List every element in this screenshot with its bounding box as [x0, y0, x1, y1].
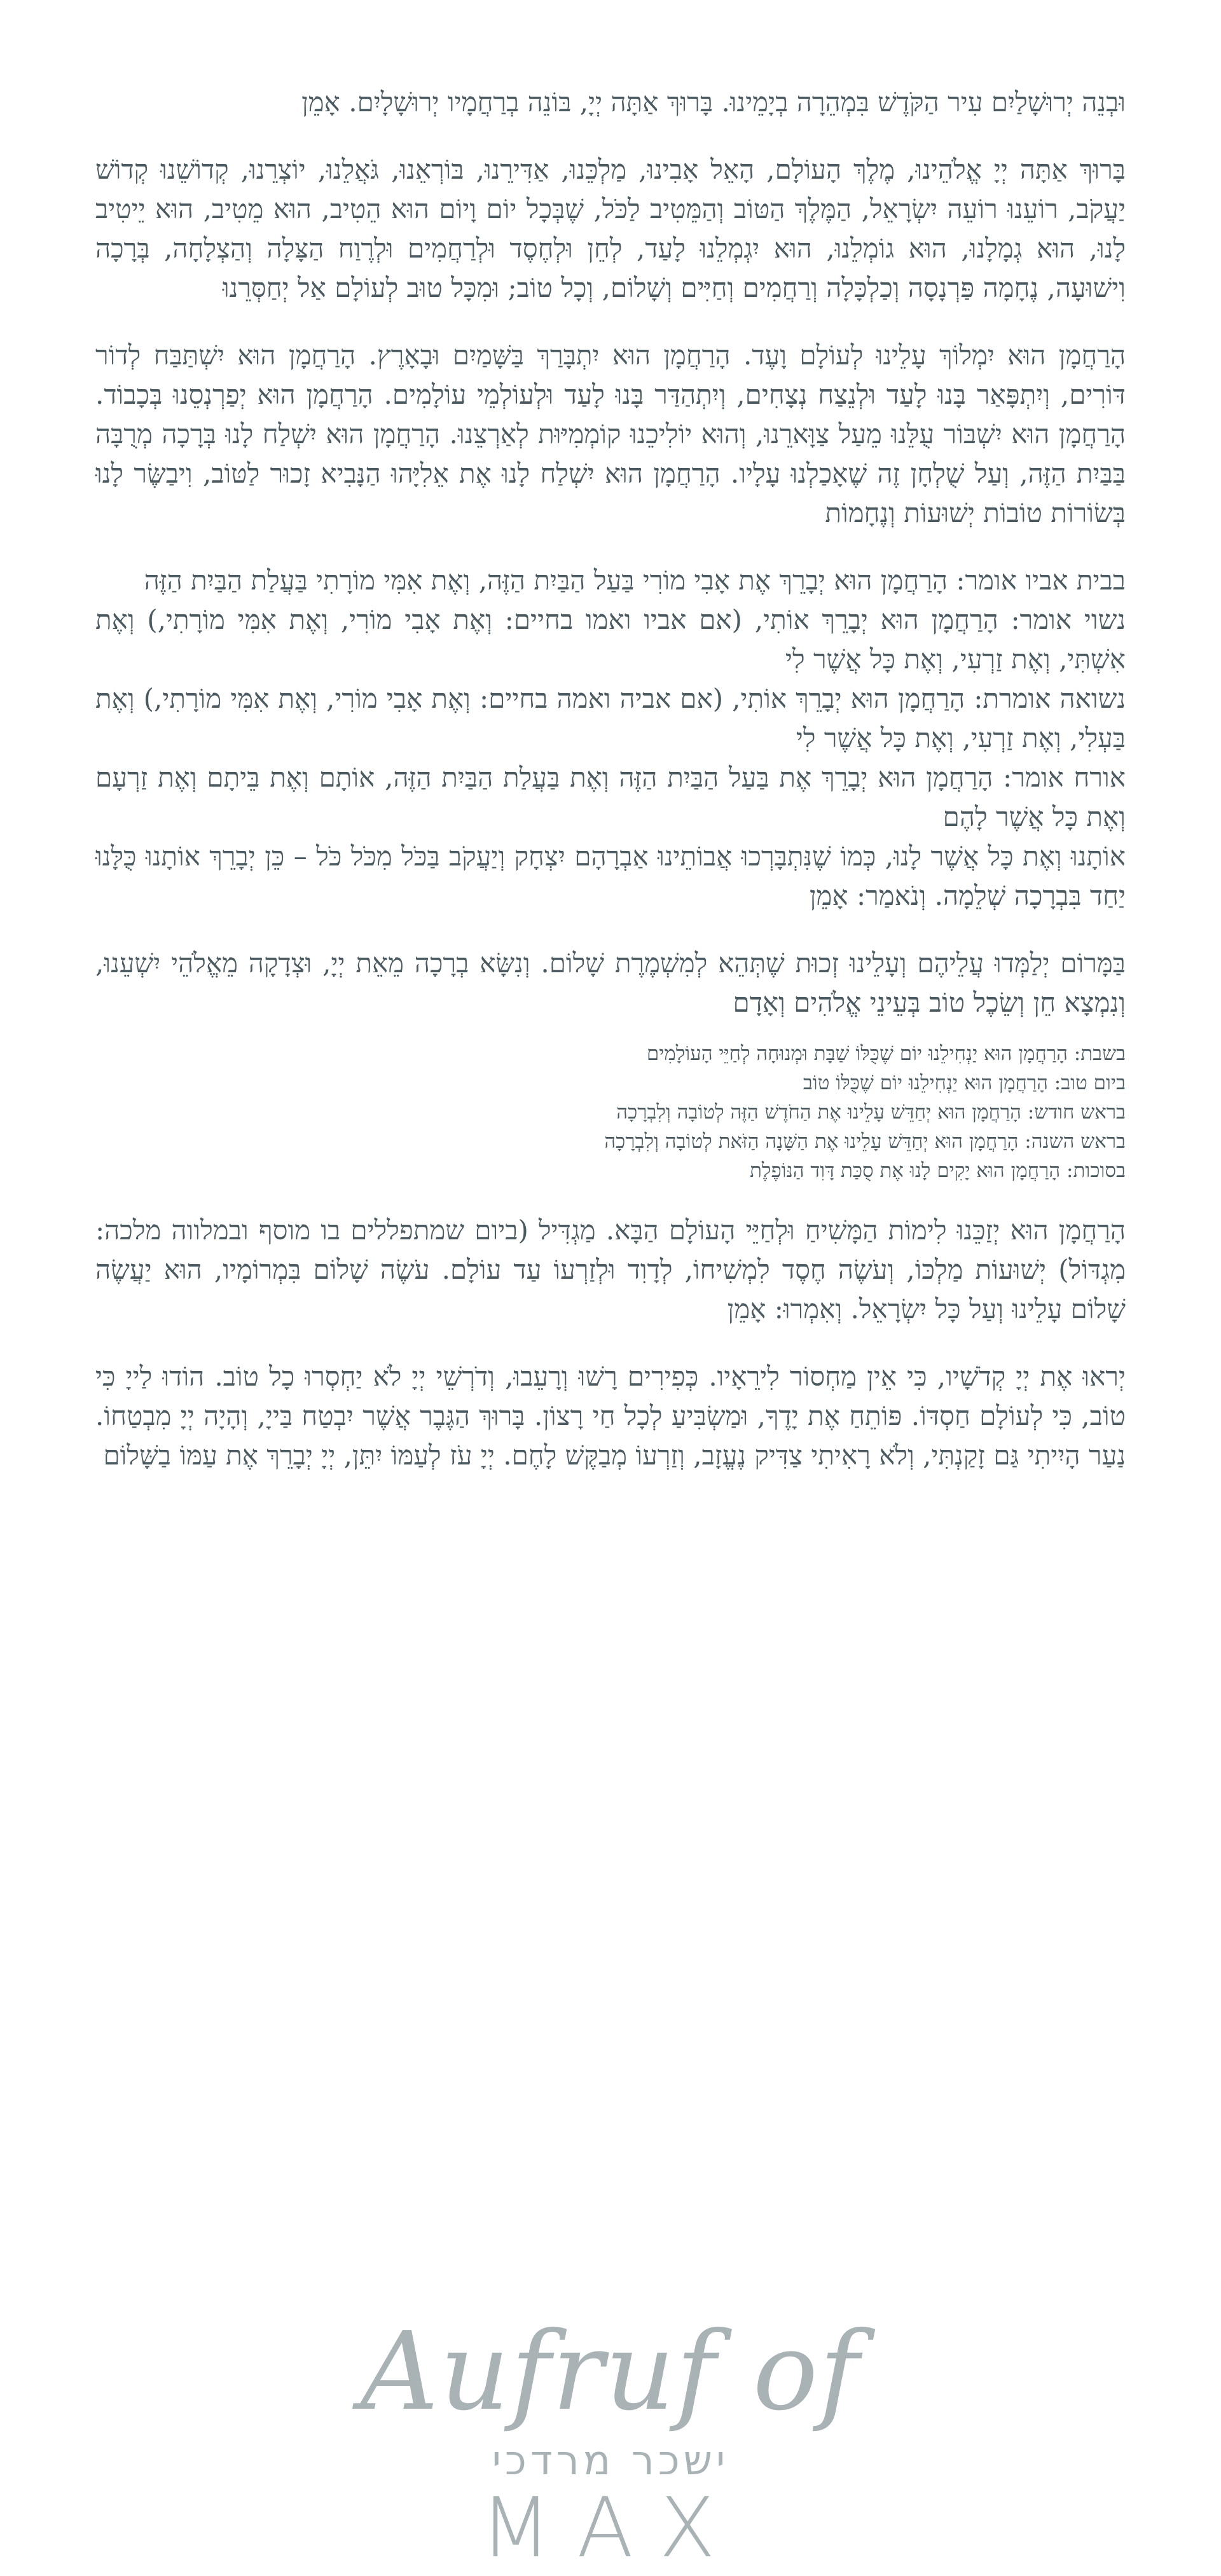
occasion-rosh-chodesh: בראש חודש: הָרַחֲמָן הוּא יְחַדֵּשׁ עָלֵינוּ אֶת הַחֹדֶשׁ הַזֶּה לְטוֹבָה וְלִבְרָכָה — [616, 1101, 1126, 1124]
blessing-father-home: בבית אביו אומר: הָרַחֲמָן הוּא יְבָרֵךְ אֶת אָבִי מוֹרִי בַּעַל הַבַּיִת הַזֶּה, וְאֶת אִמִּי מוֹרָתִי בַּעֲלַת הַבַּיִת הַזֶּה — [144, 565, 1126, 596]
yiru-paragraph: יְראוּ אֶת יְיָ קְדֹשָׁיו, כִּי אֵין מַחְסוֹר לִירֵאָיו. כְּפִירִים רָשׁוּ וְרָעֵבוּ, וְדֹרְשֵׁי יְיָ לֹא יַחְסְרוּ כָל טוֹב. הוֹדוּ לַייָ כִּי טוֹב, כִּי לְעוֹלָם חַסְדּוֹ. פּוֹתֵחַ אֶת יָדֶךָ, וּמַשְׂבִּיעַ לְכָל חַי רָצוֹן. בָּרוּךְ הַגֶּבֶר אֲשֶׁר יִבְטַח בַּייָ, וְהָיָה יְיָ מִבְטַחוֹ. נַעַר הָיִיתִי גַּם זָקַנְתִּי, וְלֹא רָאִיתִי צַדִּיק נֶעֱזָב, וְזַרְעוֹ מְבַקֶּשׁ לָחֶם. יְיָ עֹז לְעַמּוֹ יִתֵּן, יְיָ יְבָרֵךְ אֶת עַמּוֹ בַשָּׁלוֹם — [95, 1361, 1126, 1471]
occasions-block — [95, 1039, 1126, 1185]
blessings-block — [95, 561, 1126, 916]
blessing-married-woman: נשואה אומרת: הָרַחֲמָן הוּא יְבָרֵךְ אוֹתִי, (אם אביה ואמה בחיים: וְאֶת אָבִי מוֹרִי, וְאֶת אִמִּי מוֹרָתִי,) וְאֶת בַּעְלִי, וְאֶת זַרְעִי, וְאֶת כָּל אֲשֶׁר לִי — [95, 683, 1126, 754]
occasion-shabbat: בשבת: הָרַחֲמָן הוּא יַנְחִילֵנוּ יוֹם שֶׁכֻּלּוֹ שַׁבָּת וּמְנוּחָה לְחַיֵּי הָעוֹלָמִים — [646, 1042, 1126, 1065]
occasion-yom-tov: ביום טוב: הָרַחֲמָן הוּא יַנְחִילֵנוּ יוֹם שֶׁכֻּלּוֹ טוֹב — [803, 1071, 1126, 1094]
english-name: MAX — [479, 2479, 742, 2576]
bentching-text — [95, 83, 1126, 1503]
uvnei-yerushalayim-paragraph: וּבְנֵה יְרוּשָׁלַיִם עִיר הַקֹּדֶשׁ בִּמְהֵרָה בְיָמֵינוּ. בָּרוּךְ אַתָּה יְיָ, בּוֹנֵה בְרַחֲמָיו יְרוּשָׁלָיִם. אָמֵן — [301, 86, 1126, 118]
blessing-guest: אורח אומר: הָרַחֲמָן הוּא יְבָרֵךְ אֶת בַּעַל הַבַּיִת הַזֶּה וְאֶת בַּעֲלַת הַבַּיִת הַזֶּה, אוֹתָם וְאֶת בֵּיתָם וְאֶת זַרְעָם וְאֶת כָּל אֲשֶׁר לָהֶם — [95, 762, 1126, 832]
footer-title — [0, 2309, 1221, 2576]
hebrew-name: ישכר מרדכי — [492, 2437, 729, 2484]
blessing-married-man: נשוי אומר: הָרַחֲמָן הוּא יְבָרֵךְ אוֹתִי, (אם אביו ואמו בחיים: וְאֶת אָבִי מוֹרִי, וְאֶת אִמִּי מוֹרָתִי,) וְאֶת אִשְׁתִּי, וְאֶת זַרְעִי, וְאֶת כָּל אֲשֶׁר לִי — [95, 604, 1126, 675]
blessing-all: אוֹתָנוּ וְאֶת כָּל אֲשֶׁר לָנוּ, כְּמוֹ שֶׁנִּתְבָּרְכוּ אֲבוֹתֵינוּ אַבְרָהָם יִצְחָק וְיַעֲקֹב בַּכֹּל מִכֹּל כֹּל – כֵּן יְבָרֵךְ אוֹתָנוּ כֻּלָּנוּ יַחַד בִּבְרָכָה שְׁלֵמָה. וְנֹאמַר: אָמֵן — [95, 841, 1126, 911]
harachaman-paragraph: הָרַחֲמָן הוּא יִמְלוֹךְ עָלֵינוּ לְעוֹלָם וָעֶד. הָרַחֲמָן הוּא יִתְבָּרַךְ בַּשָּׁמַיִם וּבָאָרֶץ. הָרַחֲמָן הוּא יִשְׁתַּבַּח לְדוֹר דּוֹרִים, וְיִתְפָּאַר בָּנוּ לָעַד וּלְנֵצַח נְצָחִים, וְיִתְהַדַּר בָּנוּ לָעַד וּלְעוֹלְמֵי עוֹלָמִים. הָרַחֲמָן הוּא יְפַרְנְסֵנוּ בְּכָבוֹד. הָרַחֲמָן הוּא יִשְׁבּוֹר עֻלֵּנוּ מֵעַל צַוָּארֵנוּ, וְהוּא יוֹלִיכֵנוּ קוֹמְמִיּוּת לְאַרְצֵנוּ. הָרַחֲמָן הוּא יִשְׁלַח לָנוּ בְּרָכָה מְרֻבָּה בַּבַּיִת הַזֶּה, וְעַל שֻׁלְחָן זֶה שֶׁאָכַלְנוּ עָלָיו. הָרַחֲמָן הוּא יִשְׁלַח לָנוּ אֶת אֵלִיָּהוּ הַנָּבִיא זָכוּר לַטּוֹב, וִיבַשֶּׂר לָנוּ בְּשׂוֹרוֹת טוֹבוֹת יְשׁוּעוֹת וְנֶחָמוֹת — [95, 340, 1126, 528]
aufruf-script-title: Aufruf of — [360, 2309, 861, 2435]
mashiach-paragraph: הָרַחֲמָן הוּא יְזַכֵּנוּ לִימוֹת הַמָּשִׁיחַ וּלְחַיֵּי הָעוֹלָם הַבָּא. מַגְדִּיל (ביום שמתפללים בו מוסף ובמלווה מלכה: מִגְדּוֹל) יְשׁוּעוֹת מַלְכּוֹ, וְעֹשֶׂה חֶסֶד לִמְשִׁיחוֹ, לְדָוִד וּלְזַרְעוֹ עַד עוֹלָם. עֹשֶׂה שָׁלוֹם בִּמְרוֹמָיו, הוּא יַעֲשֶׂה שָׁלוֹם עָלֵינוּ וְעַל כָּל יִשְׂרָאֵל. וְאִמְרוּ: אָמֵן — [95, 1215, 1126, 1325]
occasion-rosh-hashana: בראש השנה: הָרַחֲמָן הוּא יְחַדֵּשׁ עָלֵינוּ אֶת הַשָּׁנָה הַזֹּאת לְטוֹבָה וְלִבְרָכָה — [604, 1130, 1126, 1153]
baruch-ata-paragraph: בָּרוּךְ אַתָּה יְיָ אֱלֹהֵינוּ, מֶלֶךְ הָעוֹלָם, הָאֵל אָבִינוּ, מַלְכֵּנוּ, אַדִּירֵנוּ, בּוֹרְאֵנוּ, גֹּאֲלֵנוּ, יוֹצְרֵנוּ, קְדוֹשֵׁנוּ קְדוֹשׁ יַעֲקֹב, רוֹעֵנוּ רוֹעֵה יִשְׂרָאֵל, הַמֶּלֶךְ הַטּוֹב וְהַמֵּטִיב לַכֹּל, שֶׁבְּכָל יוֹם וָיוֹם הוּא הֵטִיב, הוּא מֵטִיב, הוּא יֵיטִיב לָנוּ, הוּא גְמָלָנוּ, הוּא גוֹמְלֵנוּ, הוּא יִגְמְלֵנוּ לָעַד, לְחֵן וּלְחֶסֶד וּלְרַחֲמִים וּלְרֶוַח הַצָּלָה וְהַצְלָחָה, בְּרָכָה וִישׁוּעָה, נֶחָמָה פַּרְנָסָה וְכַלְכָּלָה וְרַחֲמִים וְחַיִּים וְשָׁלוֹם, וְכָל טוֹב; וּמִכָּל טוּב לְעוֹלָם אַל יְחַסְּרֵנוּ — [95, 154, 1126, 303]
bamarom-paragraph: בַּמָּרוֹם יְלַמְּדוּ עֲלֵיהֶם וְעָלֵינוּ זְכוּת שֶׁתְּהֵא לְמִשְׁמֶרֶת שָׁלוֹם. וְנִשָּׂא בְרָכָה מֵאֵת יְיָ, וּצְדָקָה מֵאֱלֹהֵי יִשְׁעֵנוּ, וְנִמְצָא חֵן וְשֵׂכֶל טוֹב בְּעֵינֵי אֱלֹהִים וְאָדָם — [95, 947, 1126, 1018]
occasion-sukkot: בסוכות: הָרַחֲמָן הוּא יָקִים לָנוּ אֶת סֻכַּת דָּוִד הַנּוֹפֶלֶת — [750, 1159, 1126, 1182]
